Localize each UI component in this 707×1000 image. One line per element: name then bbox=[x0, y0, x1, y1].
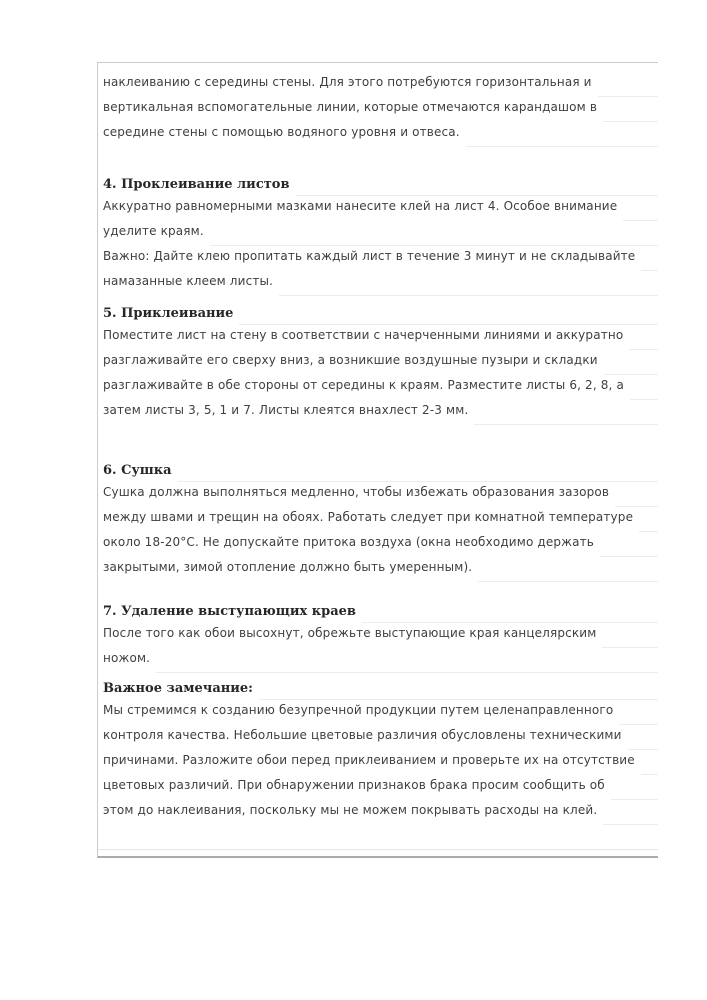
text-line-content: Аккуратно равномерными мазками нанесите клей на лист 4. Особое внимание bbox=[98, 196, 623, 221]
text-line-content: середине стены с помощью водяного уровня и отвеса. bbox=[98, 122, 466, 147]
text-line bbox=[98, 271, 658, 296]
text-line-content: цветовых различий. При обнаружении признаков брака просим сообщить об bbox=[98, 775, 611, 800]
section-heading-text: Важное замечание: bbox=[98, 673, 259, 700]
text-line-content: После того как обои высохнут, обрежьте выступающие края канцелярским bbox=[98, 623, 602, 648]
text-line bbox=[98, 507, 658, 532]
instruction-sheet bbox=[97, 62, 658, 858]
text-line bbox=[98, 325, 658, 350]
text-line-content: этом до наклеивания, поскольку мы не можем покрывать расходы на клей. bbox=[98, 800, 603, 825]
text-line-content: Поместите лист на стену в соответствии с начерченными линиями и аккуратно bbox=[98, 325, 629, 350]
text-line-content: между швами и трещин на обоях. Работать следует при комнатной температуре bbox=[98, 507, 639, 532]
section-heading-text: 6. Сушка bbox=[98, 455, 178, 482]
section-heading bbox=[98, 673, 658, 700]
section-heading bbox=[98, 455, 658, 482]
text-line bbox=[98, 725, 658, 750]
text-line-content: уделите краям. bbox=[98, 221, 210, 246]
section-heading-text: 7. Удаление выступающих краев bbox=[98, 596, 362, 623]
text-line bbox=[98, 557, 658, 582]
text-line bbox=[98, 400, 658, 425]
text-line-content: ножом. bbox=[98, 648, 156, 673]
section-heading bbox=[98, 296, 658, 325]
section-gap bbox=[98, 425, 658, 455]
text-line bbox=[98, 775, 658, 800]
text-line-content: Мы стремимся к созданию безупречной продукции путем целенаправленного bbox=[98, 700, 619, 725]
text-line bbox=[98, 700, 658, 725]
spacer-row bbox=[98, 825, 658, 850]
text-line bbox=[98, 221, 658, 246]
section-gap bbox=[98, 147, 658, 169]
text-line bbox=[98, 482, 658, 507]
document-body bbox=[98, 72, 658, 856]
text-line bbox=[98, 750, 658, 775]
section-heading-text: 4. Проклеивание листов bbox=[98, 169, 296, 196]
text-line-content: разглаживайте его сверху вниз, а возникшие воздушные пузыри и складки bbox=[98, 350, 604, 375]
text-line-content: около 18-20°C. Не допускайте притока воздуха (окна необходимо держать bbox=[98, 532, 600, 557]
section-heading-text: 5. Приклеивание bbox=[98, 296, 239, 325]
text-line bbox=[98, 800, 658, 825]
text-line-content: Сушка должна выполняться медленно, чтобы избежать образования зазоров bbox=[98, 482, 615, 507]
text-line-content: причинами. Разложите обои перед приклеиванием и проверьте их на отсутствие bbox=[98, 750, 641, 775]
text-line bbox=[98, 72, 658, 97]
text-line-content: контроля качества. Небольшие цветовые различия обусловлены техническими bbox=[98, 725, 628, 750]
text-line-content: вертикальная вспомогательные линии, которые отмечаются карандашом в bbox=[98, 97, 603, 122]
section-gap bbox=[98, 582, 658, 596]
text-line bbox=[98, 97, 658, 122]
text-line bbox=[98, 532, 658, 557]
text-line-content: разглаживайте в обе стороны от середины к краям. Разместите листы 6, 2, 8, а bbox=[98, 375, 630, 400]
text-line-content: намазанные клеем листы. bbox=[98, 271, 279, 296]
text-line bbox=[98, 122, 658, 147]
section-heading bbox=[98, 169, 658, 196]
text-line bbox=[98, 196, 658, 221]
text-line-content: наклеиванию с середины стены. Для этого потребуются горизонтальная и bbox=[98, 72, 598, 97]
text-line bbox=[98, 350, 658, 375]
text-line-content: затем листы 3, 5, 1 и 7. Листы клеятся внахлест 2-3 мм. bbox=[98, 400, 474, 425]
text-line bbox=[98, 246, 658, 271]
text-line-content: закрытыми, зимой отопление должно быть умеренным). bbox=[98, 557, 478, 582]
text-line bbox=[98, 375, 658, 400]
spacer-row-plain bbox=[98, 850, 658, 856]
section-heading bbox=[98, 596, 658, 623]
text-line bbox=[98, 648, 658, 673]
text-line bbox=[98, 623, 658, 648]
text-line-content: Важно: Дайте клею пропитать каждый лист в течение 3 минут и не складывайте bbox=[98, 246, 641, 271]
